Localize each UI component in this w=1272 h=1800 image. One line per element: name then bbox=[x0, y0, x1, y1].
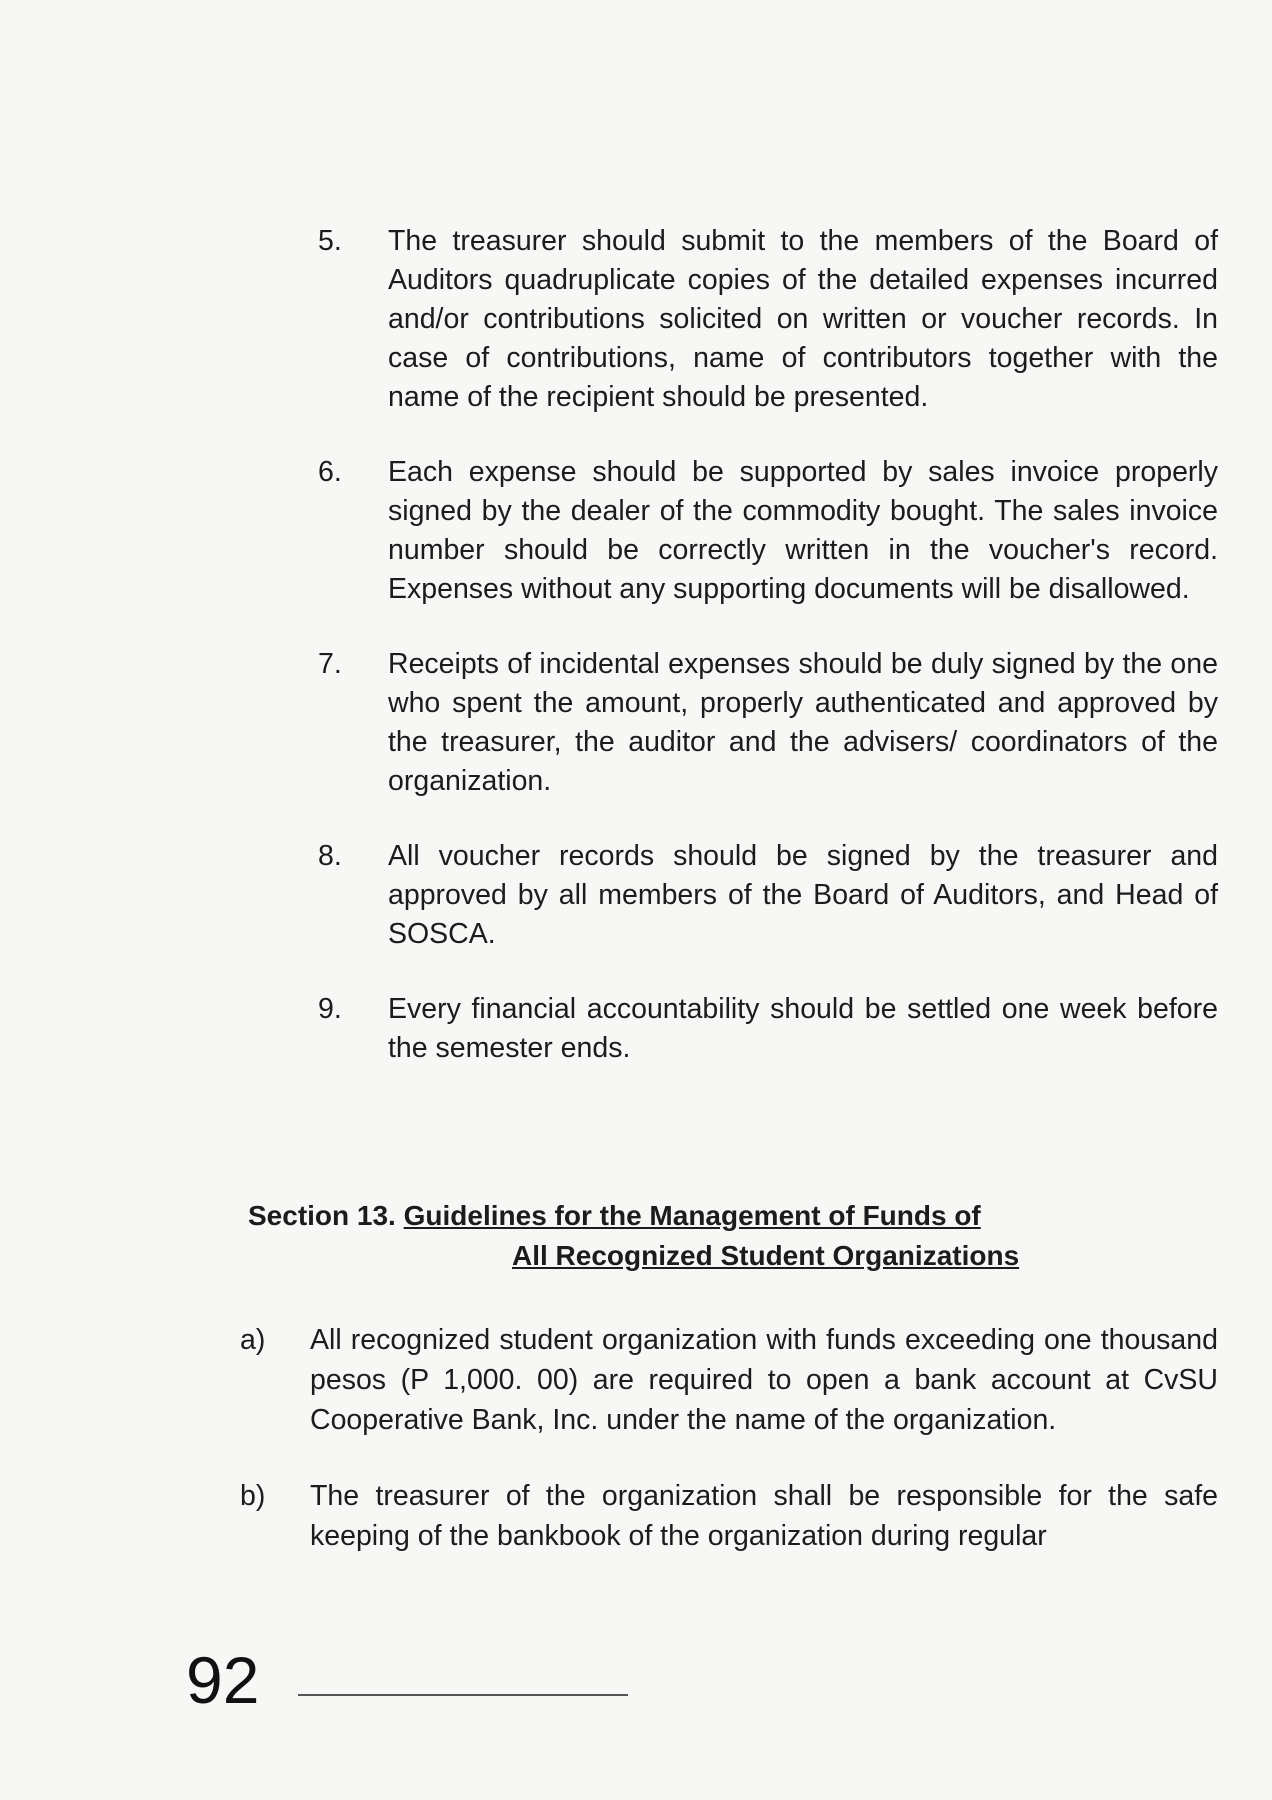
list-item bbox=[240, 1476, 1218, 1556]
list-item-marker: 8. bbox=[318, 840, 342, 872]
lettered-guidelines-list bbox=[240, 1320, 1218, 1592]
numbered-guidelines-list bbox=[318, 222, 1218, 1104]
list-item-marker: 6. bbox=[318, 456, 342, 488]
list-item bbox=[318, 837, 1218, 954]
page-number: 92 bbox=[186, 1643, 260, 1717]
list-item-text: Each expense should be supported by sales invoice properly signed by the dealer of the commodity bought. The sales invoice number should be correctly written in the voucher's record. Expenses without any supporting documents will be disallowed. bbox=[388, 456, 1218, 605]
section-title-line2: All Recognized Student Organizations bbox=[512, 1240, 1020, 1271]
list-item-text: Receipts of incidental expenses should be duly signed by the one who spent the amount, properly authenticated and approved by the treasurer, the auditor and the advisers/ coordinators of the organization. bbox=[388, 648, 1218, 797]
footer-rule bbox=[298, 1694, 628, 1696]
list-item bbox=[240, 1320, 1218, 1440]
section-label: Section 13. bbox=[248, 1200, 396, 1231]
list-item-text: All recognized student organization with funds exceeding one thousand pesos (P 1,000. 00) are required to open a bank account at CvSU Cooperative Bank, Inc. under the name of the organization. bbox=[310, 1324, 1218, 1436]
list-item-text: The treasurer of the organization shall be responsible for the safe keeping of the bankbook of the organization during regular bbox=[310, 1480, 1218, 1552]
list-item-text: All voucher records should be signed by the treasurer and approved by all members of the Board of Auditors, and Head of SOSCA. bbox=[388, 840, 1218, 950]
list-item-text: The treasurer should submit to the members of the Board of Auditors quadruplicate copies of the detailed expenses incurred and/or contributions solicited on written or voucher records. In case of contributions, name of contributors together with the name of the recipient should be presented. bbox=[388, 225, 1218, 413]
list-item-marker: 7. bbox=[318, 648, 342, 680]
list-item bbox=[318, 222, 1218, 417]
list-item-text: Every financial accountability should be settled one week before the semester ends. bbox=[388, 993, 1218, 1064]
list-item-marker: b) bbox=[240, 1480, 266, 1512]
list-item bbox=[318, 645, 1218, 801]
list-item-marker: a) bbox=[240, 1324, 266, 1356]
section-title-line1: Guidelines for the Management of Funds of bbox=[403, 1200, 981, 1231]
list-item bbox=[318, 990, 1218, 1068]
list-item-marker: 5. bbox=[318, 225, 342, 257]
list-item bbox=[318, 453, 1218, 609]
list-item-marker: 9. bbox=[318, 993, 342, 1025]
section-heading bbox=[248, 1196, 1148, 1276]
